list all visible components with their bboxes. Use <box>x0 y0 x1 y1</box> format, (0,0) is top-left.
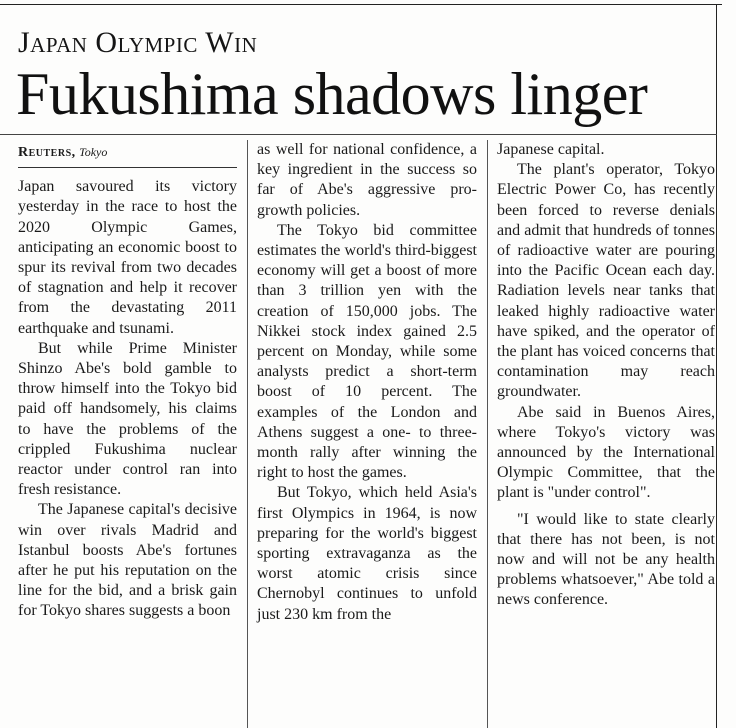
paragraph: Abe said in Buenos Aires, where Tokyo's victory was announced by the International Olympic Committee, that the plant is "under control". <box>497 403 715 502</box>
headline: Fukushima shadows linger <box>16 61 648 127</box>
paragraph: The Tokyo bid committee estimates the world's third-biggest economy will get a boost of more than 3 trillion yen with the creation of 150,000 jobs. The Nikkei stock index gained 2.5 percent on Monday, while some analysts predict a short-term boost of 10 percent. The examples of the London and Athens suggest a one- to three-month rally after winning the right to host the games. <box>257 221 477 482</box>
paragraph: Japanese capital. <box>497 141 605 158</box>
byline <box>18 142 237 168</box>
paragraph: The Japanese capital's decisive win over rivals Madrid and Istanbul boosts Abe's fortunes after he put his reputation on the line for the bid, and a brisk gain for Tokyo shares suggests a boon <box>18 501 237 620</box>
top-rule <box>0 4 722 5</box>
paragraph: But while Prime Minister Shinzo Abe's bold gamble to throw himself into the Tokyo bid paid off handsomely, his claims to have the problems of the crippled Fukushima nuclear reactor under control ran into fresh resistance. <box>18 339 237 499</box>
headline-rule <box>0 134 717 135</box>
column-separator <box>247 140 248 728</box>
article-column-1 <box>18 140 237 622</box>
kicker: Japan Olympic Win <box>18 26 258 59</box>
right-rule <box>716 4 717 728</box>
paragraph: "I would like to state clearly that there has not been, is not now and will not be any health problems whatsoever," Abe told a news conference. <box>497 510 715 609</box>
byline-place: Tokyo <box>79 145 108 159</box>
paragraph: But Tokyo, which held Asia's first Olympics in 1964, is now preparing for the world's biggest sporting extravaganza as the worst atomic crisis since Chernobyl continues to unfold just 230 km from the <box>257 484 477 623</box>
paragraph: Japan savoured its victory yesterday in the race to host the 2020 Olympic Games, anticipating an economic boost to spur its revival from two decades of stagnation and help it recover from the devastating 2011 earthquake and tsunami. <box>18 178 237 337</box>
article-column-3 <box>497 140 715 611</box>
paragraph: as well for national confidence, a key ingredient in the success so far of Abe's aggressive pro-growth policies. <box>257 141 477 219</box>
article-column-2 <box>257 140 477 625</box>
column-separator <box>487 140 488 728</box>
paragraph: The plant's operator, Tokyo Electric Power Co, has recently been forced to reverse denials and admit that hundreds of tonnes of radioactive water are pouring into the Pacific Ocean each day. Radiation levels near tanks that leaked highly radioactive water have spiked, and the operator of the plant has voiced concerns that contamination may reach groundwater. <box>497 161 715 401</box>
byline-agency: Reuters, <box>18 145 76 160</box>
